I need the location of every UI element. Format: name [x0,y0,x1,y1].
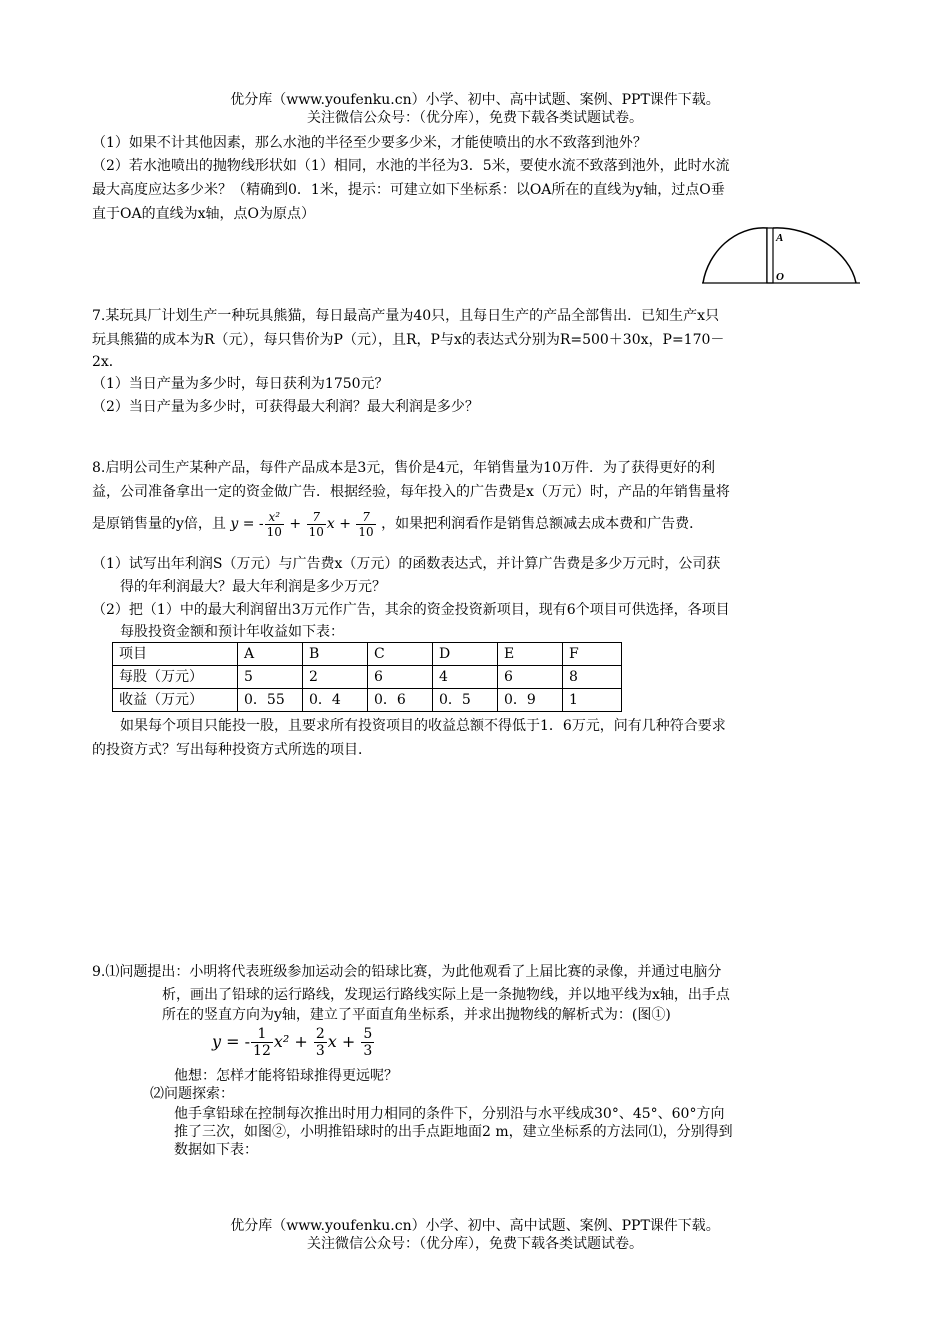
eq-frac2: $\frac{2}{3}$ [315,1026,325,1059]
eq-frac3: $\frac{5}{3}$ [363,1026,373,1059]
q9-equation [212,1022,375,1062]
eq-sign: = - [238,516,264,532]
eq-plus2: + [334,516,356,532]
q9-part2-title: ⑵问题探索： [150,1086,234,1102]
q9-line2: 析，画出了铅球的运行路线，发现运行路线实际上是一条抛物线，并以地平线为x轴，出手点 [162,987,730,1003]
q9-part2-line3: 数据如下表： [174,1142,258,1158]
q7-part2: （2）当日产量为多少时，可获得最大利润？最大利润是多少？ [92,399,479,415]
eq-plus1: + [289,1032,313,1051]
table-row [113,689,622,712]
table-cell: 0．4 [303,689,368,712]
table-row [113,643,622,666]
table-cell: A [238,643,303,666]
header-line-2: 关注微信公众号：（优分库），免费下载各类试题试卷。 [307,110,643,126]
table-cell: 0．55 [238,689,303,712]
table-cell: E [498,643,563,666]
eq-y: y [230,516,239,532]
eq-frac2: $\frac{7}{10}$ [308,509,324,539]
q7-part1: （1）当日产量为多少时，每日获利为1750元？ [92,376,389,392]
q8-equation [230,509,376,539]
q7-line1: 7.某玩具厂计划生产一种玩具熊猫，每日最高产量为40只，且每日生产的产品全部售出．已知生产x只 [92,308,720,324]
q8-line3-post: ，如果把利润看作是销售总额减去成本费和广告费． [381,516,704,532]
table-cell: 项目 [113,643,238,666]
table-cell: 0．5 [433,689,498,712]
q8-line3 [92,506,703,542]
q8-after-line2: 的投资方式？写出每种投资方式所选的项目． [92,742,372,758]
label-o: O [776,271,784,283]
eq-plus1: + [284,516,306,532]
eq-x2: x² [273,1032,290,1051]
table-cell: 每股（万元） [113,666,238,689]
q8-line3-pre: 是原销售量的y倍，且 [92,516,226,532]
q9-line3: 所在的竖直方向为y轴，建立了平面直角坐标系，并求出抛物线的解析式为：(图①) [162,1007,671,1023]
q8-after-line1: 如果每个项目只能投一股，且要求所有投资项目的收益总额不得低于1．6万元，问有几种符合要求 [120,718,726,734]
table-cell: 8 [563,666,622,689]
eq-frac1: $\frac{1}{12}$ [253,1026,271,1059]
q8-part2-line2: 每股投资金额和预计年收益如下表： [120,624,344,640]
table-cell: D [433,643,498,666]
table-cell: B [303,643,368,666]
investment-table [112,642,622,712]
q8-part1-line2: 得的年利润最大？最大年利润是多少万元？ [120,579,386,595]
table-cell: 1 [563,689,622,712]
table-cell: F [563,643,622,666]
table-cell: 4 [433,666,498,689]
q8-part2-line1: （2）把（1）中的最大利润留出3万元作广告，其余的资金投资新项目，现有6个项目可供选择，各项目 [92,602,730,618]
left-water-arc [703,228,767,283]
q8-line2: 益，公司准备拿出一定的资金做广告．根据经验，每年投入的广告费是x（万元）时，产品的年销售量将 [92,484,730,500]
table-cell: 0．6 [368,689,433,712]
q8-part1-line1: （1）试写出年利润S（万元）与广告费x（万元）的函数表达式，并计算广告费是多少万元时，公司获 [92,556,721,572]
header-line-1: 优分库（www.youfenku.cn）小学、初中、高中试题、案例、PPT课件下载。 [230,92,720,108]
eq-sign: = - [221,1032,251,1051]
table-cell: 0．9 [498,689,563,712]
q6-part2-line1: （2）若水池喷出的抛物线形状如（1）相同，水池的半径为3．5米，要使水流不致落到池外，此时水流 [92,158,730,174]
eq-x: x [327,1032,337,1051]
table-row [113,666,622,689]
table-cell: 6 [368,666,433,689]
right-water-arc [773,228,856,283]
footer-line-2: 关注微信公众号：（优分库），免费下载各类试题试卷。 [307,1236,643,1252]
q9-think: 他想：怎样才能将铅球推得更远呢？ [174,1068,398,1084]
q8-line1: 8.启明公司生产某种产品，每件产品成本是3元，售价是4元，年销售量为10万件．为了获得更好的利 [92,460,715,476]
q7-line3: 2x． [92,354,123,370]
label-a: A [776,232,784,244]
q6-part1: （1）如果不计其他因素，那么水池的半径至少要多少米，才能使喷出的水不致落到池外？ [92,135,647,151]
table-cell: 5 [238,666,303,689]
eq-plus2: + [336,1032,361,1051]
fountain-figure [700,224,862,286]
q9-part2-line2: 推了三次，如图②，小明推铅球时的出手点距地面2 m，建立坐标系的方法同⑴，分别得到 [174,1124,733,1140]
table-cell: 6 [498,666,563,689]
footer-line-1: 优分库（www.youfenku.cn）小学、初中、高中试题、案例、PPT课件下载。 [230,1218,720,1234]
table-cell: 收益（万元） [113,689,238,712]
eq-x: x [326,516,335,532]
eq-frac3: $\frac{7}{10}$ [358,509,374,539]
q9-line1: 9.⑴问题提出：小明将代表班级参加运动会的铅球比赛，为此他观看了上届比赛的录像，并通过电脑分 [92,964,722,980]
eq-y: y [212,1032,222,1051]
q9-part2-line1: 他手拿铅球在控制每次推出时用力相同的条件下，分别沿与水平线成30°、45°、60°方向 [174,1106,725,1122]
table-cell: 2 [303,666,368,689]
table-cell: C [368,643,433,666]
q6-part2-line2: 最大高度应达多少米？（精确到0．1米，提示：可建立如下坐标系：以OA所在的直线为y轴，过点O垂 [92,182,725,198]
eq-frac1: $\frac{\text{x²}}{10}$ [266,509,282,539]
q6-part2-line3: 直于OA的直线为x轴，点O为原点） [92,206,315,222]
fountain-pillar [767,228,773,283]
q7-line2: 玩具熊猫的成本为R（元），每只售价为P（元），且R，P与x的表达式分别为R=500＋30x，P=170－ [92,332,725,348]
